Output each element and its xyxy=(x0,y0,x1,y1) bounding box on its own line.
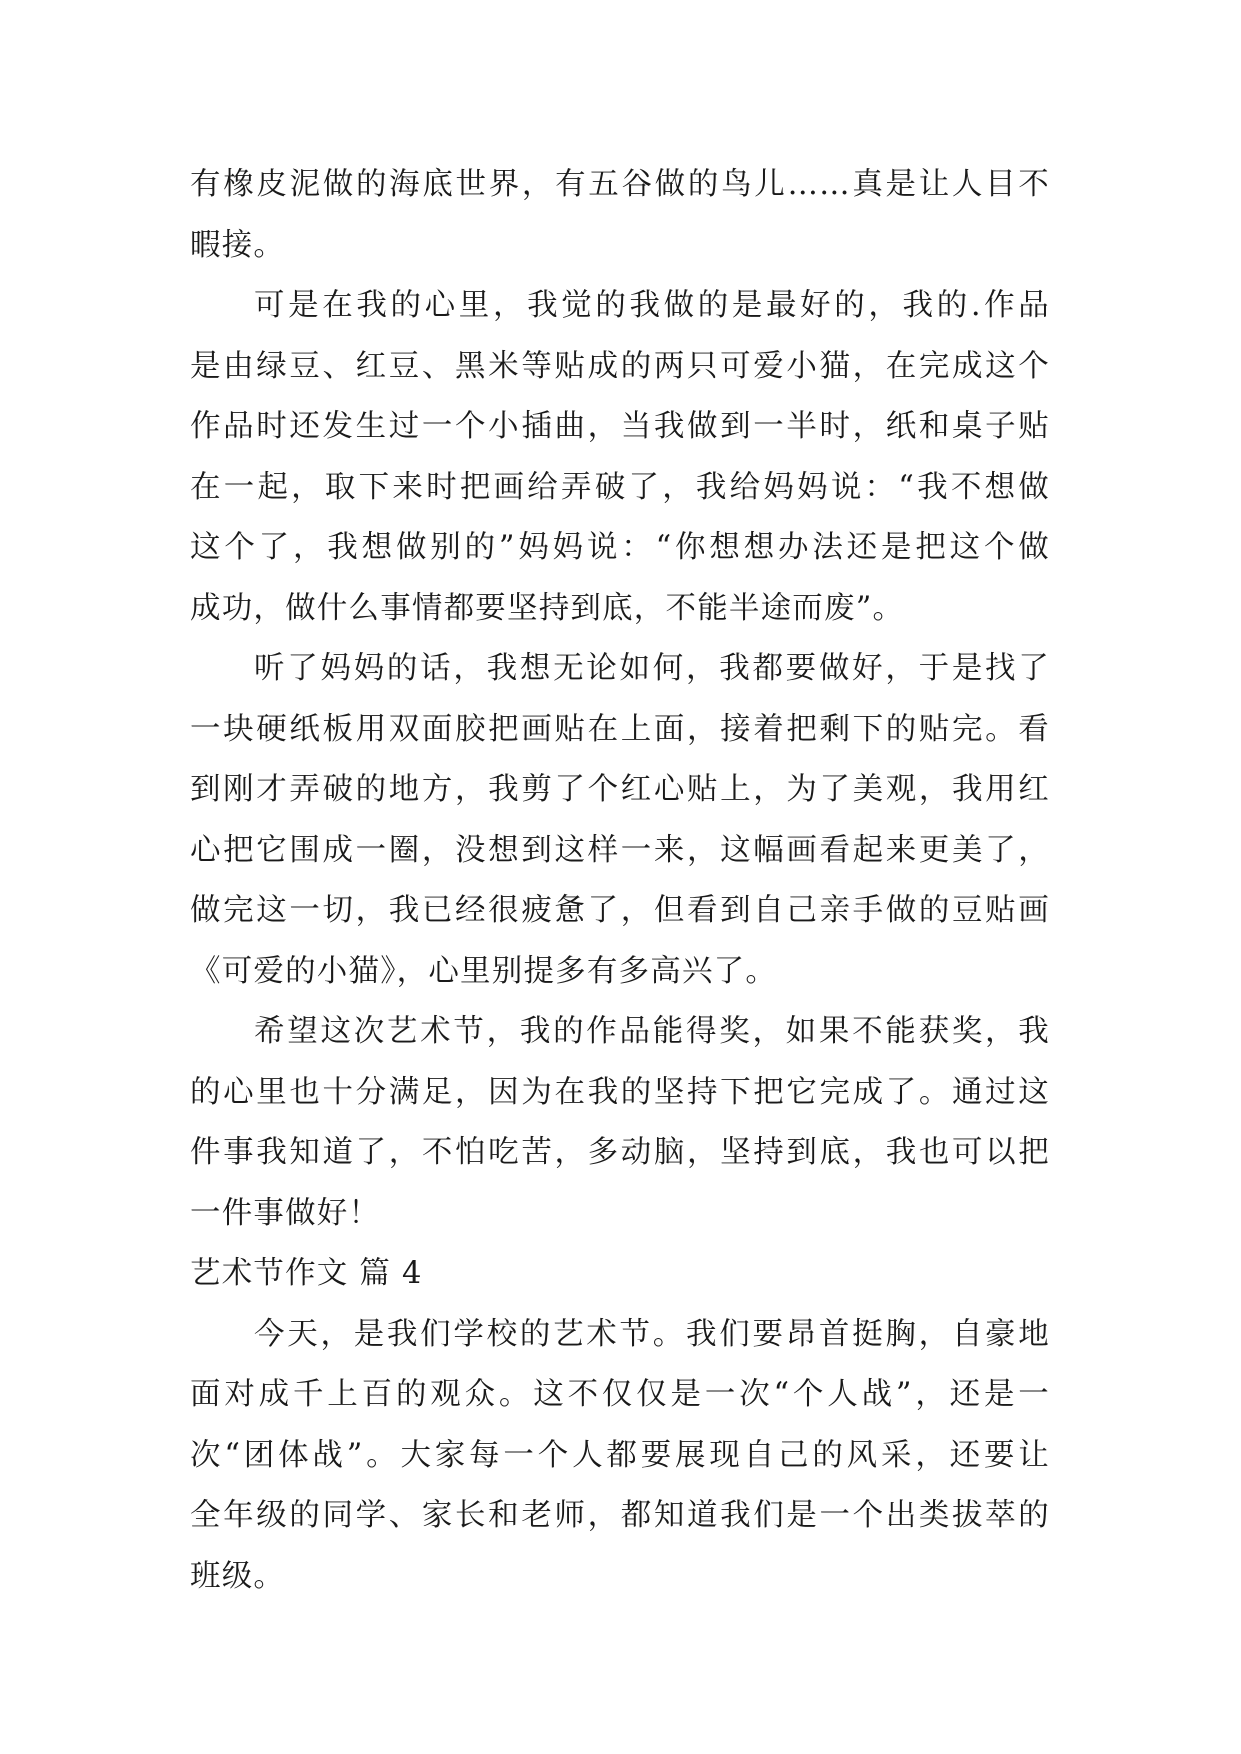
text-line: 全年级的同学、家长和老师，都知道我们是一个出类拔萃的 xyxy=(190,1498,1050,1533)
text-line: 有橡皮泥做的海底世界，有五谷做的鸟儿……真是让人目不 xyxy=(190,167,1050,202)
text-line: 《可爱的小猫》，心里别提多有多高兴了。 xyxy=(190,953,778,989)
text-line: 的心里也十分满足，因为在我的坚持下把它完成了。通过这 xyxy=(190,1074,1050,1110)
paragraph-2 xyxy=(190,276,1050,639)
text-line: 面对成千上百的观众。这不仅仅是一次“个人战”，还是一 xyxy=(190,1377,1050,1412)
paragraph-4 xyxy=(190,1002,1050,1244)
text-line: 听了妈妈的话，我想无论如何，我都要做好，于是找了 xyxy=(254,651,1050,686)
text-line: 一件事做好！ xyxy=(190,1195,381,1231)
text-line: 班级。 xyxy=(190,1558,286,1594)
section-heading: 艺术节作文 篇 4 xyxy=(190,1256,423,1291)
text-line: 次“团体战”。大家每一个人都要展现自己的风采，还要让 xyxy=(190,1437,1050,1473)
text-line: 做完这一切，我已经很疲惫了，但看到自己亲手做的豆贴画 xyxy=(190,893,1050,928)
text-line: 这个了，我想做别的”妈妈说：“你想想办法还是把这个做 xyxy=(190,530,1050,565)
paragraph-3 xyxy=(190,639,1050,1002)
text-line: 成功，做什么事情都要坚持到底，不能半途而废”。 xyxy=(190,590,905,626)
paragraph-5 xyxy=(190,1305,1050,1608)
text-line: 心把它围成一圈，没想到这样一来，这幅画看起来更美了， xyxy=(190,832,1050,868)
text-line: 作品时还发生过一个小插曲，当我做到一半时，纸和桌子贴 xyxy=(190,409,1050,444)
text-line: 暇接。 xyxy=(190,227,286,263)
text-line: 到刚才弄破的地方，我剪了个红心贴上，为了美观，我用红 xyxy=(190,772,1050,807)
text-line: 可是在我的心里，我觉的我做的是最好的，我的.作品 xyxy=(254,288,1050,323)
text-line: 在一起，取下来时把画给弄破了，我给妈妈说：“我不想做 xyxy=(190,469,1050,505)
paragraph-1 xyxy=(190,155,1050,276)
text-line: 今天，是我们学校的艺术节。我们要昂首挺胸，自豪地 xyxy=(254,1316,1050,1352)
text-line: 希望这次艺术节，我的作品能得奖，如果不能获奖，我 xyxy=(254,1014,1050,1049)
text-line: 是由绿豆、红豆、黑米等贴成的两只可爱小猫，在完成这个 xyxy=(190,348,1050,384)
text-line: 件事我知道了，不怕吃苦，多动脑，坚持到底，我也可以把 xyxy=(190,1135,1050,1170)
text-line: 一块硬纸板用双面胶把画贴在上面，接着把剩下的贴完。看 xyxy=(190,711,1050,747)
document-page xyxy=(190,155,1050,1607)
